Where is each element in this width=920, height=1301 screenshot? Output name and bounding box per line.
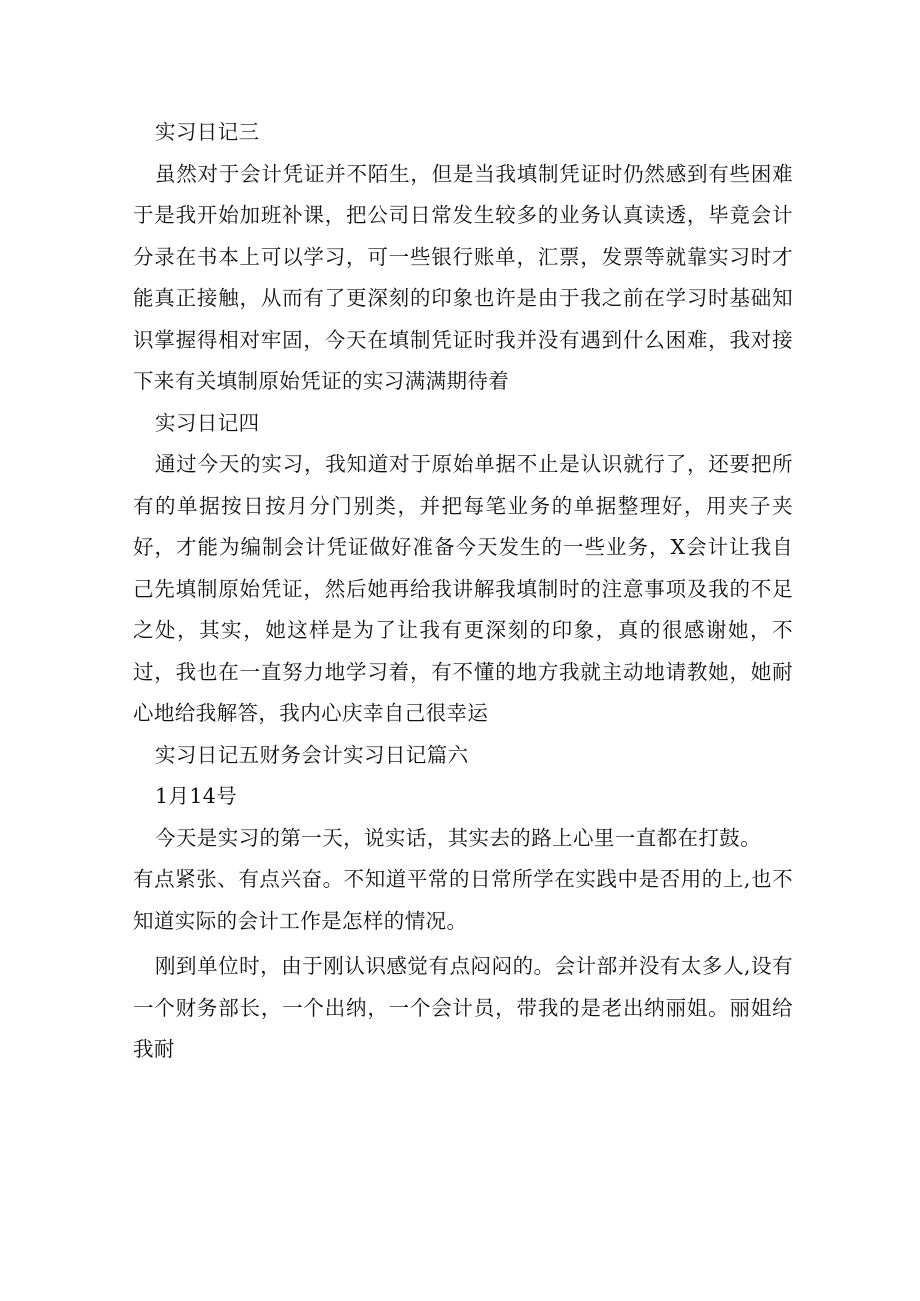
heading-diary-4: 实习日记四 — [155, 410, 260, 435]
document-body — [133, 112, 793, 1071]
paragraph-diary-4: 通过今天的实习，我知道对于原始单据不止是认识就行了，还要把所有的单据按日按月分门别类，并把每笔业务的单据整理好，用夹子夹好，才能为编制会计凭证做好准备今天发生的一些业务，X会计让我自己先填制原始凭证，然后她再给我讲解我填制时的注意事项及我的不足之处，其实，她这样是为了让我有更深刻的印象，真的很感谢她，不过，我也在一直努力地学习着，有不懂的地方我就主动地请教她，她耐心地给我解答，我内心庆幸自己很幸运 — [133, 452, 793, 725]
paragraph-arrival: 刚到单位时，由于刚认识感觉有点闷闷的。会计部并没有太多人,设有一个财务部长，一个出纳，一个会计员，带我的是老出纳丽姐。丽姐给我耐 — [133, 954, 793, 1061]
heading-diary-5: 实习日记五财务会计实习日记篇六 — [155, 742, 469, 767]
paragraph-feelings: 有点紧张、有点兴奋。不知道平常的日常所学在实践中是否用的上,也不知道实际的会计工作是怎样的情况。 — [133, 867, 793, 933]
date-line: 1月14号 — [155, 784, 238, 808]
heading-diary-3: 实习日记三 — [155, 120, 260, 144]
paragraph-first-day: 今天是实习的第一天，说实话，其实去的路上心里一直都在打鼓。 — [155, 825, 762, 850]
paragraph-diary-3: 虽然对于会计凭证并不陌生，但是当我填制凭证时仍然感到有些困难于是我开始加班补课，把公司日常发生较多的业务认真读透，毕竟会计分录在书本上可以学习，可一些银行账单，汇票，发票等就靠实习时才能真正接触，从而有了更深刻的印象也许是由于我之前在学习时基础知识掌握得相对牢固，今天在填制凭证时我并没有遇到什么困难，我对接下来有关填制原始凭证的实习满满期待着 — [133, 161, 793, 393]
